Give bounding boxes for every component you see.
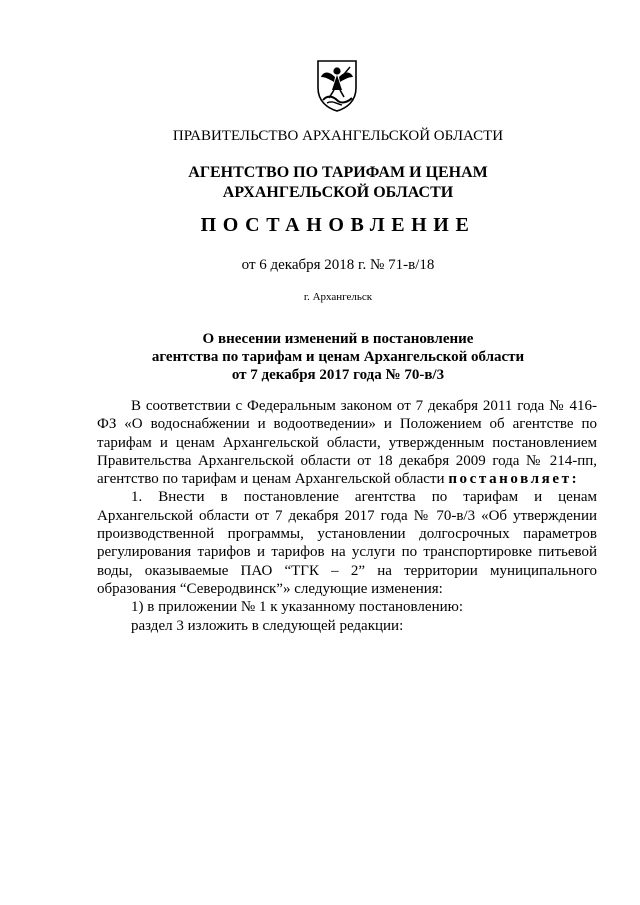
agency-name (0, 163, 640, 203)
agency-name-line-1: АГЕНТСТВО ПО ТАРИФАМ И ЦЕНАМ (188, 164, 488, 181)
preamble-text: В соответствии с Федеральным законом от 7 декабря 2011 года № 416-ФЗ «О водоснабжении и водоотведении» и Положением об агентстве по тарифам и ценам Архангельской области, утвержденным постановлением Правительства Архангельской области от 18 декабря 2009 года № 214-пп, агентство по тарифам и ценам Архангельской области (97, 398, 597, 488)
subitem-2: раздел 3 изложить в следующей редакции: (131, 617, 404, 634)
subject-line-3: от 7 декабря 2017 года № 70-в/3 (231, 367, 445, 383)
subitem-1: 1) в приложении № 1 к указанному постановлению: (131, 599, 463, 616)
government-name: ПРАВИТЕЛЬСТВО АРХАНГЕЛЬСКОЙ ОБЛАСТИ (172, 128, 504, 144)
resolves-word: постановляет: (448, 471, 580, 488)
document-type: ПОСТАНОВЛЕНИЕ (200, 214, 476, 236)
date-and-number: от 6 декабря 2018 г. № 71-в/18 (241, 257, 435, 273)
item-1-paragraph: 1. Внести в постановление агентства по тарифам и ценам Архангельской области от 7 декабря 2017 года № 70-в/3 «Об утверждении производственной программы, установлении долгосрочных параметров регулирования тарифов и тарифов на услуги по транспортировке питьевой воды, оказываемые ПАО “ТГК – 2” на территории муниципального образования “Северодвинск”» следующие изменения: (97, 489, 597, 597)
city: г. Архангельск (303, 291, 373, 303)
preamble-paragraph (97, 397, 597, 488)
document-body (97, 397, 597, 635)
subject-line-1: О внесении изменений в постановление (202, 331, 474, 347)
document-subject (0, 330, 640, 384)
coat-of-arms-icon (315, 58, 359, 112)
agency-name-line-2: АРХАНГЕЛЬСКОЙ ОБЛАСТИ (222, 184, 454, 201)
subject-line-2: агентства по тарифам и ценам Архангельской области (151, 349, 525, 365)
